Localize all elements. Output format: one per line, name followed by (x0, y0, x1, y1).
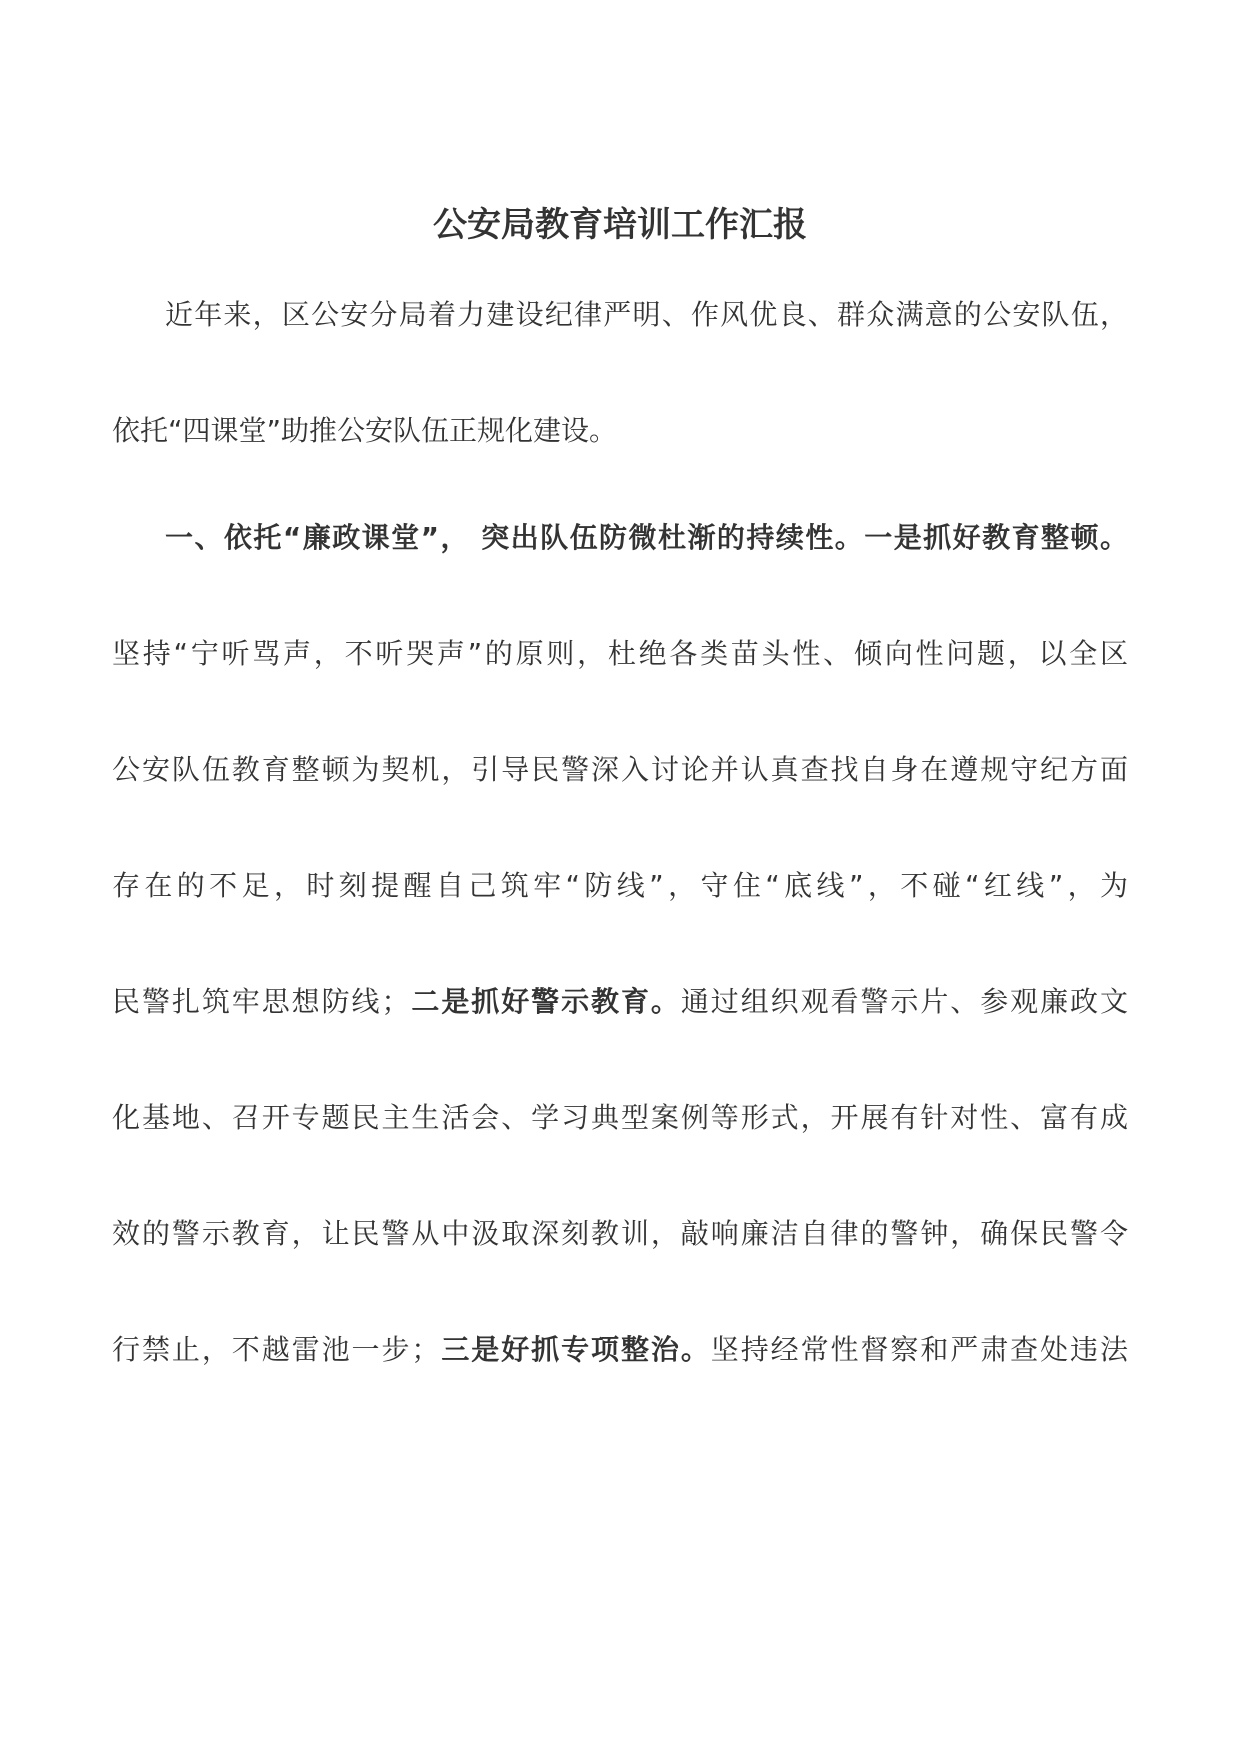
text-run: 化基地、召开专题民主生活会、学习典型案例等形式，开展有针对性、富有成 (112, 1101, 1128, 1134)
paragraph-line (112, 1328, 1128, 1372)
paragraph-line (112, 409, 1128, 453)
paragraph-line (112, 748, 1128, 792)
text-run: 效的警示教育，让民警从中汲取深刻教训，敲响廉洁自律的警钟，确保民警令 (112, 1217, 1128, 1250)
section-heading (165, 516, 1128, 560)
paragraph-line (112, 980, 1128, 1024)
paragraph-line (165, 293, 1128, 337)
text-run: 行禁止，不越雷池一步； (112, 1333, 440, 1366)
text-run: 依托“四课堂”助推公安队伍正规化建设。 (112, 414, 618, 447)
paragraph-line (112, 1212, 1128, 1256)
bold-text-run: 二是抓好警示教育。 (409, 985, 681, 1018)
paragraph-line (112, 864, 1128, 908)
text-run: 民警扎筑牢思想防线； (112, 985, 410, 1018)
text-run: 公安队伍教育整顿为契机，引导民警深入讨论并认真查找自身在遵规守纪方面 (112, 753, 1128, 786)
bold-text-run: 三是好抓专项整治。 (439, 1333, 711, 1366)
text-run: 通过组织观看警示片、参观廉政文 (680, 985, 1128, 1018)
paragraph-line (112, 1096, 1128, 1140)
document-title: 公安局教育培训工作汇报 (433, 205, 807, 245)
text-run: 坚持“宁听骂声，不听哭声”的原则，杜绝各类苗头性、倾向性问题，以全区 (112, 637, 1128, 670)
text-run: 坚持经常性督察和严肃查处违法 (710, 1333, 1128, 1366)
paragraph-line (112, 632, 1128, 676)
text-run: 一、依托“廉政课堂”， 突出队伍防微杜渐的持续性。一是抓好教育整顿。 (165, 521, 1128, 554)
text-run: 近年来，区公安分局着力建设纪律严明、作风优良、群众满意的公安队伍， (165, 298, 1128, 331)
text-run: 存在的不足，时刻提醒自己筑牢“防线”，守住“底线”，不碰“红线”，为 (112, 869, 1128, 902)
